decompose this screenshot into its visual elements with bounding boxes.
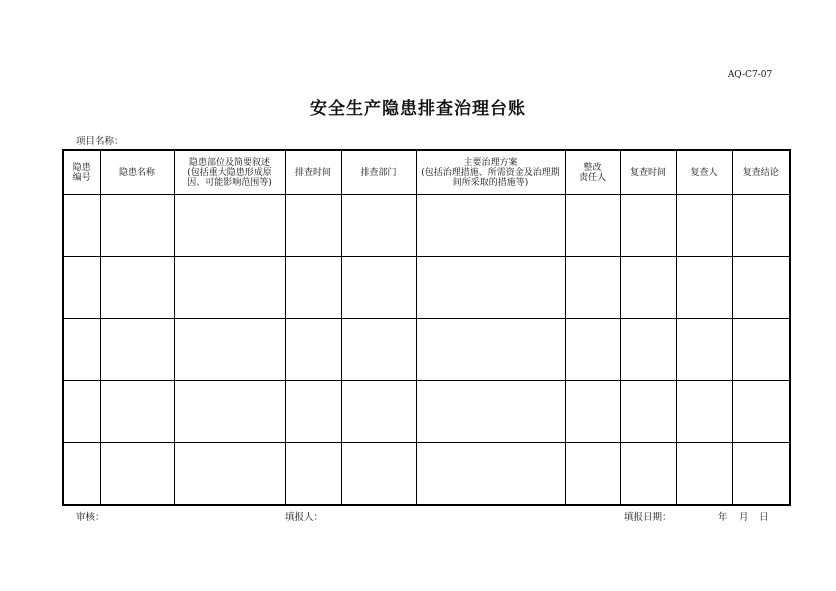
table-cell[interactable] [565, 381, 620, 443]
date-year-label: 年 [718, 512, 728, 523]
table-cell[interactable] [341, 257, 416, 319]
table-cell[interactable] [174, 381, 285, 443]
table-cell[interactable] [341, 381, 416, 443]
header-recheck-conclusion: 复查结论 [732, 150, 790, 195]
table-cell[interactable] [174, 195, 285, 257]
table-cell[interactable] [676, 319, 732, 381]
table-cell[interactable] [174, 319, 285, 381]
review-label: 审核： [76, 512, 105, 523]
table-cell[interactable] [416, 381, 565, 443]
header-hazard-number: 隐患 编号 [63, 150, 100, 195]
filler-label: 填报人： [285, 512, 324, 523]
header-hazard-name: 隐患名称 [100, 150, 174, 195]
table-cell[interactable] [174, 257, 285, 319]
project-name-label: 项目名称： [76, 136, 124, 147]
table-row [63, 443, 790, 506]
table-cell[interactable] [63, 381, 100, 443]
table-cell[interactable] [732, 381, 790, 443]
table-cell[interactable] [565, 195, 620, 257]
table-cell[interactable] [732, 195, 790, 257]
header-remediation-plan: 主要治理方案 (包括治理措施、所需资金及治理期 间所采取的措施等) [416, 150, 565, 195]
table-cell[interactable] [100, 319, 174, 381]
table-cell[interactable] [620, 381, 676, 443]
table-cell[interactable] [620, 195, 676, 257]
table-cell[interactable] [732, 443, 790, 506]
table-cell[interactable] [341, 443, 416, 506]
table-cell[interactable] [63, 195, 100, 257]
table-cell[interactable] [100, 443, 174, 506]
table-cell[interactable] [416, 443, 565, 506]
table-row [63, 319, 790, 381]
header-rechecker: 复查人 [676, 150, 732, 195]
table-cell[interactable] [285, 443, 341, 506]
table-cell[interactable] [100, 195, 174, 257]
table-cell[interactable] [174, 443, 285, 506]
table-cell[interactable] [63, 257, 100, 319]
header-recheck-time: 复查时间 [620, 150, 676, 195]
table-cell[interactable] [676, 443, 732, 506]
table-cell[interactable] [416, 257, 565, 319]
table-cell[interactable] [676, 257, 732, 319]
table-row [63, 381, 790, 443]
table-cell[interactable] [676, 195, 732, 257]
header-inspection-department: 排查部门 [341, 150, 416, 195]
table-cell[interactable] [63, 443, 100, 506]
table-cell[interactable] [416, 195, 565, 257]
table-cell[interactable] [285, 381, 341, 443]
date-month-label: 月 [739, 512, 749, 523]
table-row [63, 195, 790, 257]
form-code: AQ-C7-07 [727, 70, 773, 80]
table-cell[interactable] [63, 319, 100, 381]
page-title: 安全生产隐患排查治理台账 [310, 99, 526, 119]
table-cell[interactable] [285, 257, 341, 319]
header-responsible-person: 整改 责任人 [565, 150, 620, 195]
table-cell[interactable] [620, 257, 676, 319]
fill-date-label: 填报日期： [624, 512, 672, 523]
table-header-row [63, 150, 790, 195]
header-inspection-time: 排查时间 [285, 150, 341, 195]
table-cell[interactable] [341, 195, 416, 257]
table-cell[interactable] [620, 319, 676, 381]
table-cell[interactable] [285, 195, 341, 257]
table-cell[interactable] [620, 443, 676, 506]
table-cell[interactable] [285, 319, 341, 381]
date-day-label: 日 [759, 512, 769, 523]
table-cell[interactable] [565, 319, 620, 381]
table-cell[interactable] [100, 381, 174, 443]
table-cell[interactable] [732, 257, 790, 319]
hazard-ledger-table [62, 149, 791, 506]
table-cell[interactable] [732, 319, 790, 381]
table-cell[interactable] [565, 443, 620, 506]
table-cell[interactable] [100, 257, 174, 319]
table-row [63, 257, 790, 319]
table-cell[interactable] [676, 381, 732, 443]
header-hazard-location-description: 隐患部位及简要叙述 (包括重大隐患形成原 因、可能影响范围等) [174, 150, 285, 195]
table-cell[interactable] [565, 257, 620, 319]
table-cell[interactable] [341, 319, 416, 381]
table-cell[interactable] [416, 319, 565, 381]
